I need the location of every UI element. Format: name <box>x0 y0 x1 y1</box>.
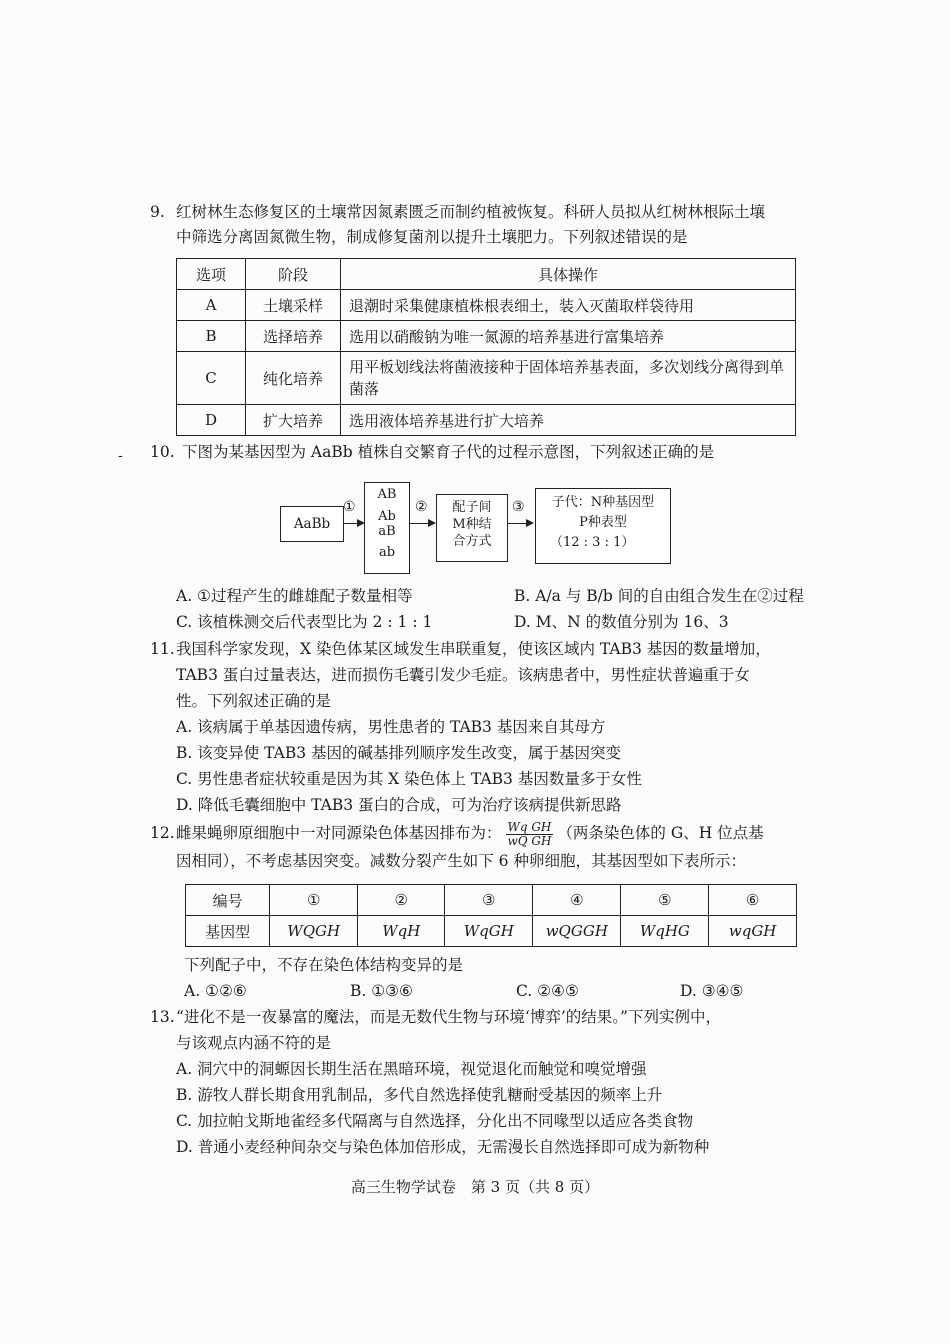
table-row: 基因型 WQGH WqH WqGH wQGGH WqHG wqGH <box>186 916 797 947</box>
q12-ask: 下列配子中，不存在染色体结构变异的是 <box>184 956 464 974</box>
gametes-box: AB Ab aB ab <box>364 482 410 574</box>
option-b: B. A/a 与 B/b 间的自由组合发生在②过程 <box>514 587 804 605</box>
question-13 <box>150 1004 830 1160</box>
option-d: D. 普通小麦经种间杂交与染色体加倍形成，无需漫长自然选择即可成为新物种 <box>176 1138 710 1156</box>
option-d: D. 降低毛囊细胞中 TAB3 蛋白的合成，可为治疗该病提供新思路 <box>176 796 622 814</box>
table-row: B 选择培养 选用以硝酸钠为唯一氮源的培养基进行富集培养 <box>177 321 796 352</box>
question-stem: 我国科学家发现，X 染色体某区域发生串联重复，使该区域内 TAB3 基因的数量增加， TAB3 蛋白过量表达，进而损伤毛囊引发少毛症。该病患者中，男性症状普遍重于女 性。下列叙述正确的是 A. 该病属于单基因遗传病，男性患者的 TAB3 基因来自其母方 B. 该变异使 TAB3 基因的碱基排列顺序发生改变，属于基因突变 C. 男性患者症状较重是因为其 X 染色体上 TAB3 基因数量多于女性 D. 降低毛囊细胞中 TAB3 蛋白的合成，可为治疗该病提供新思路 <box>176 636 830 818</box>
option-b: B. 游牧人群长期食用乳制品，多代自然选择使乳糖耐受基因的频率上升 <box>176 1086 663 1104</box>
q12-table <box>185 884 797 947</box>
question-11 <box>150 636 830 818</box>
q12-options <box>184 978 804 1004</box>
table-header-row: 选项 阶段 具体操作 <box>177 259 796 290</box>
option-c: C. ②④⑤ <box>516 982 579 1000</box>
option-a: A. ①②⑥ <box>184 982 247 1000</box>
page-footer: 高三生物学试卷 第 3 页（共 8 页） <box>350 1178 600 1196</box>
arrow-3 <box>508 523 532 524</box>
question-stem: 雌果蝇卵原细胞中一对同源染色体基因排布为： $\frac{\text{Wq GH}}{\text{wQ GH}}$ （两条染色体的 G、H 位点基 因相同），不考虑基因突变。减数分裂产生如下 6 种卵细胞，其基因型如下表所示： <box>176 819 764 870</box>
question-stem: 红树林生态修复区的土壤常因氮素匮乏而制约植被恢复。科研人员拟从红树林根际土壤 中筛选分离固氮微生物，制成修复菌剂以提升土壤肥力。下列叙述错误的是 <box>176 203 766 246</box>
question-stem: “进化不是一夜暴富的魔法，而是无数代生物与环境‘博弈’的结果。”下列实例中， 与该观点内涵不符的是 A. 洞穴中的洞螈因长期生活在黑暗环境，视觉退化而触觉和嗅觉增强 B. 游牧人群长期食用乳制品，多代自然选择使乳糖耐受基因的频率上升 C. 加拉帕戈斯地雀经多代隔离与自然选择，分化出不同喙型以适应各类食物 D. 普通小麦经种间杂交与染色体加倍形成，无需漫长自然选择即可成为新物种 <box>176 1004 830 1160</box>
option-a: A. 该病属于单基因遗传病，男性患者的 TAB3 基因来自其母方 <box>176 718 606 736</box>
table-row: D 扩大培养 选用液体培养基进行扩大培养 <box>177 405 796 436</box>
option-a: A. 洞穴中的洞螈因长期生活在黑暗环境，视觉退化而触觉和嗅觉增强 <box>176 1060 647 1078</box>
q10-options <box>176 583 836 635</box>
step-1-label: ① <box>343 499 356 515</box>
option-d: D. ③④⑤ <box>680 982 744 1000</box>
question-number: 12. <box>150 824 175 842</box>
option-b: B. 该变异使 TAB3 基因的碱基排列顺序发生改变，属于基因突变 <box>176 744 622 762</box>
table-row: C 纯化培养 用平板划线法将菌液接种于固体培养基表面，多次划线分离得到单菌落 <box>177 352 796 405</box>
question-number: 11. <box>150 640 175 658</box>
question-9 <box>150 200 830 250</box>
table-row: A 土壤采样 退潮时采集健康植株根表细土，装入灭菌取样袋待用 <box>177 290 796 321</box>
option-b: B. ①③⑥ <box>350 982 413 1000</box>
question-number: 10. <box>150 443 175 461</box>
question-number: 9. <box>150 203 165 221</box>
arrow-1 <box>343 523 363 524</box>
option-c: C. 男性患者症状较重是因为其 X 染色体上 TAB3 基因数量多于女性 <box>176 770 642 788</box>
combination-box: 配子间 M种结 合方式 <box>436 494 508 562</box>
margin-mark: - <box>118 448 123 464</box>
question-10: 10. 下图为某基因型为 AaBb 植株自交繁育子代的过程示意图，下列叙述正确的是 <box>150 440 830 465</box>
offspring-box: 子代：N种基因型 P种表型 （12 : 3 : 1） <box>535 488 671 564</box>
chromosome-fraction: $\frac{\text{Wq GH}}{\text{wQ GH}}$ <box>507 819 552 848</box>
step-3-label: ③ <box>512 499 525 515</box>
option-a: A. ①过程产生的雌雄配子数量相等 <box>176 587 413 605</box>
option-c: C. 加拉帕戈斯地雀经多代隔离与自然选择，分化出不同喙型以适应各类食物 <box>176 1112 694 1130</box>
question-12 <box>150 820 830 874</box>
option-c: C. 该植株测交后代表型比为 2 : 1 : 1 <box>176 613 433 631</box>
arrow-2 <box>410 523 434 524</box>
parent-genotype-box: AaBb <box>280 506 344 542</box>
table-row: 编号 ① ② ③ ④ ⑤ ⑥ <box>186 885 797 916</box>
step-2-label: ② <box>415 499 428 515</box>
q9-table <box>176 258 796 436</box>
option-d: D. M、N 的数值分别为 16、3 <box>514 613 729 631</box>
question-number: 13. <box>150 1008 175 1026</box>
